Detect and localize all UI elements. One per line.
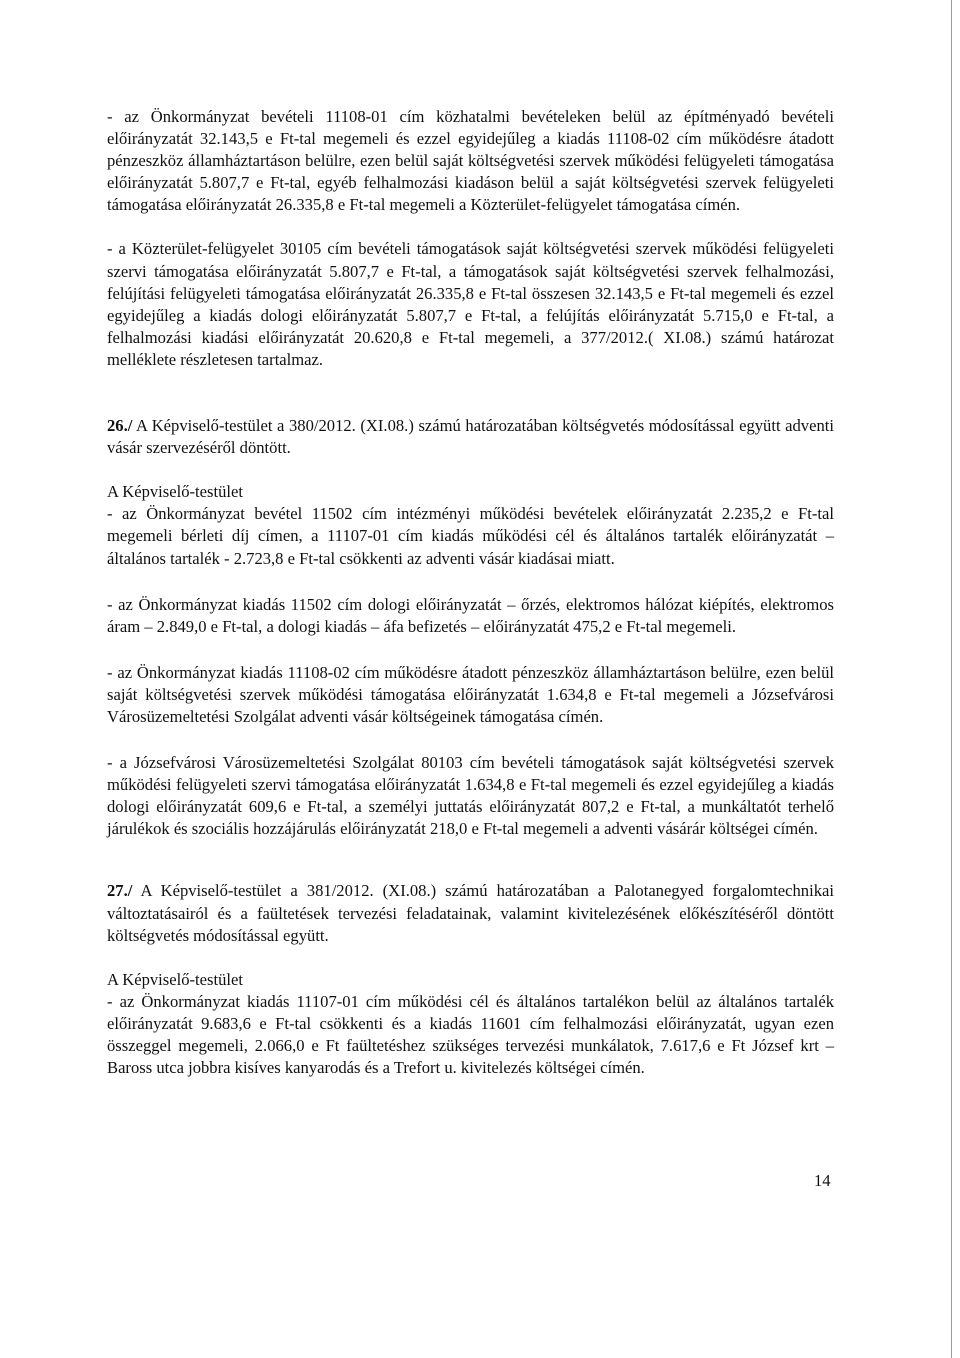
page-number: 14 [814,1171,831,1190]
item-26-paragraph-b: - az Önkormányzat kiadás 11502 cím dologi előirányzatát – őrzés, elektromos hálózat kiépítés, elektromos áram – 2.849,0 e Ft-tal, a dologi kiadás – áfa befizetés – előirányzatát 475,2 e Ft-tal megemeli. [107,594,834,636]
item-27-heading: A Képviselő-testület [107,969,243,989]
item-27-paragraph-a: - az Önkormányzat kiadás 11107-01 cím működési cél és általános tartalékon belül az általános tartalék előirányzatát 9.683,6 e Ft-tal csökkenti és a kiadás 11601 cím felhalmozási előirányzatát, ugyan ezen összeggel megemeli, 2.066,0 e Ft faültetéshez szükséges tervezési munkálatok, 7.617,6 e Ft József krt – Baross utca jobbra kisíves kanyarodás és a Trefort u. kivitelezés költségei címén. [107,991,834,1078]
item-26-paragraph-d: - a Józsefvárosi Városüzemeltetési Szolgálat 80103 cím bevételi támogatások saját költségvetési szervek működési felügyeleti szervi támogatása előirányzatát 1.634,8 e Ft-tal megemeli és ezzel egyidejűleg a kiadás dologi előirányzatát 609,6 e Ft-tal, a személyi juttatás előirányzatát 807,2 e Ft-tal, a munkáltatót terhelő járulékok és szociális hozzájárulás előirányzatát 218,0 e Ft-tal megemeli a adventi vásárár költségei címén. [107,753,834,839]
document-body [107,106,834,1079]
item-26-number: 26./ [107,416,133,436]
item-26-text: A Képviselő-testület a 380/2012. (XI.08.) számú határozatában költségvetés módosítással együtt adventi vásár szervezéséről döntött. [107,416,834,458]
item-26-paragraph-a: - az Önkormányzat bevétel 11502 cím intézményi működési bevételek előirányzatát 2.235,2 e Ft-tal megemeli bérleti díj címen, a 11107-01 cím kiadás működési cél és általános tartalék előirányzatát – általános tartalék - 2.723,8 e Ft-tal csökkenti az adventi vásár kiadásai miatt. [107,504,834,568]
item-26-heading: A Képviselő-testület [107,482,243,502]
item-27-text: A Képviselő-testület a 381/2012. (XI.08.) számú határozatában a Palotanegyed forgalomtechnikai változtatásairól és a faültetések tervezési feladatainak, valamint kivitelezésének előkészítéséről döntött költségvetés módosítással együtt. [107,881,834,945]
item-27-number: 27./ [107,881,133,901]
item-27-intro [107,880,834,946]
item-26-paragraph-c: - az Önkormányzat kiadás 11108-02 cím működésre átadott pénzeszköz államháztartáson belülre, ezen belül saját költségvetési szervek működési támogatása előirányzatát 1.634,8 e Ft-tal megemeli a Józsefvárosi Városüzemeltetési Szolgálat adventi vásár költségeinek támogatása címén. [107,662,834,726]
page-edge-line [951,0,952,1358]
paragraph-building-tax: - az Önkormányzat bevételi 11108-01 cím közhatalmi bevételeken belül az építményadó bevételi előirányzatát 32.143,5 e Ft-tal megemeli és ezzel egyidejűleg a kiadás 11108-02 cím működésre átadott pénzeszköz államháztartáson belülre, ezen belül saját költségvetési szervek működési felügyeleti támogatása előirányzatát 5.807,7 e Ft-tal, egyéb felhalmozási kiadáson belül a saját költségvetési szervek felügyeleti támogatása előirányzatát 26.335,8 e Ft-tal megemeli a Közterület-felügyelet támogatása címén. [107,107,834,215]
item-26-intro [107,415,834,459]
paragraph-public-space-supervision: - a Közterület-felügyelet 30105 cím bevételi támogatások saját költségvetési szervek működési felügyeleti szervi támogatása előirányzatát 5.807,7 e Ft-tal, a támogatások saját költségvetési szervek felhalmozási, felújítási felügyeleti támogatása előirányzatát 26.335,8 e Ft-tal összesen 32.143,5 e Ft-tal megemeli és ezzel egyidejűleg a kiadás dologi előirányzatát 5.807,7 e Ft-tal, a felújítás előirányzatát 5.715,0 e Ft-tal, a felhalmozási kiadási előirányzatát 20.620,8 e Ft-tal megemeli, a 377/2012.( XI.08.) számú határozat melléklete részletesen tartalmaz. [107,239,834,369]
